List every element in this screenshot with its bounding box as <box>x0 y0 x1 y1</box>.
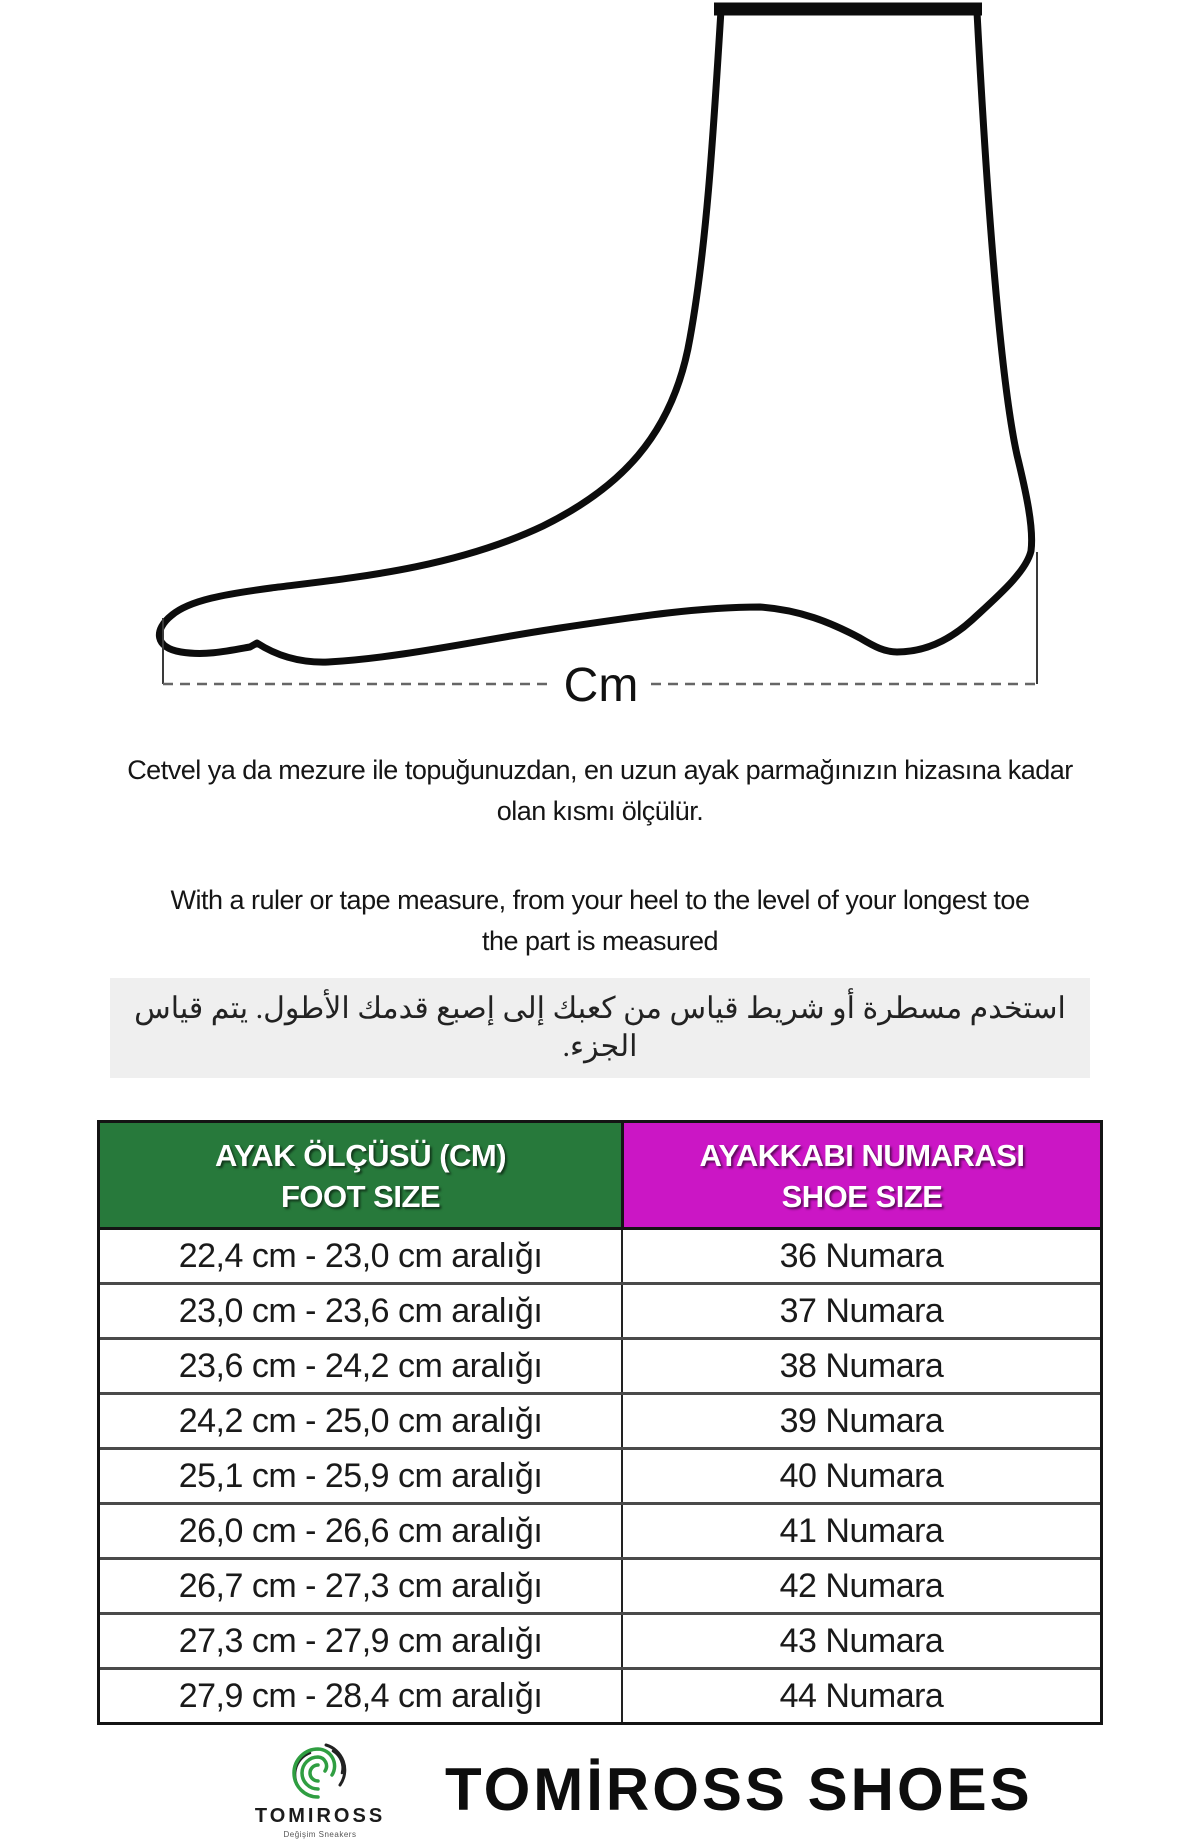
foot-size-cell: 25,1 cm - 25,9 cm aralığı <box>178 1457 543 1495</box>
foot-size-header-line1: AYAK ÖLÇÜSÜ (CM) <box>214 1138 507 1173</box>
table-row <box>100 1392 1100 1447</box>
shoe-size-header-line2: SHOE SIZE <box>781 1179 943 1214</box>
table-row <box>100 1557 1100 1612</box>
shoe-size-cell: 36 Numara <box>621 1230 1100 1282</box>
logo-wordmark: TOMIROSS <box>254 1805 386 1827</box>
shoe-size-header-line1: AYAKKABI NUMARASI <box>699 1138 1025 1173</box>
foot-size-header <box>100 1123 621 1227</box>
foot-size-cell: 26,7 cm - 27,3 cm aralığı <box>178 1567 543 1605</box>
logo-tagline: Değişim Sneakers <box>283 1830 357 1839</box>
table-row <box>100 1337 1100 1392</box>
shoe-size-cell: 37 Numara <box>621 1285 1100 1337</box>
foot-size-cell: 23,6 cm - 24,2 cm aralığı <box>178 1347 543 1385</box>
table-row <box>100 1282 1100 1337</box>
instruction-turkish-line1: Cetvel ya da mezure ile topuğunuzdan, en uzun ayak parmağınızın hizasına kadar <box>127 755 1073 785</box>
instruction-turkish-line2: olan kısmı ölçülür. <box>496 796 704 826</box>
table-row <box>100 1502 1100 1557</box>
size-table-header-row <box>100 1123 1100 1227</box>
instruction-english <box>0 880 1200 962</box>
cm-label: Cm <box>563 659 639 710</box>
instruction-english-line1: With a ruler or tape measure, from your heel to the level of your longest toe <box>170 885 1030 915</box>
shoe-size-cell: 41 Numara <box>621 1505 1100 1557</box>
shoe-size-cell: 42 Numara <box>621 1560 1100 1612</box>
shoe-size-cell: 39 Numara <box>621 1395 1100 1447</box>
foot-size-cell: 22,4 cm - 23,0 cm aralığı <box>178 1237 543 1275</box>
tomiross-logo <box>250 1739 390 1839</box>
foot-size-cell: 27,3 cm - 27,9 cm aralığı <box>178 1622 543 1660</box>
foot-outline-drawing <box>0 0 1200 710</box>
shoe-size-cell: 38 Numara <box>621 1340 1100 1392</box>
foot-size-cell: 23,0 cm - 23,6 cm aralığı <box>178 1292 543 1330</box>
brand-title: TOMİROSS SHOES <box>445 1756 1033 1823</box>
shoe-size-table <box>97 1120 1103 1725</box>
foot-outline-path <box>159 10 1031 662</box>
tomiross-leaf-logo-icon <box>288 1739 352 1803</box>
instruction-turkish <box>0 750 1200 832</box>
brand-footer <box>0 1739 1200 1839</box>
foot-size-cell: 26,0 cm - 26,6 cm aralığı <box>178 1512 543 1550</box>
table-row <box>100 1447 1100 1502</box>
foot-measurement-figure <box>0 0 1200 710</box>
shoe-size-cell: 44 Numara <box>621 1670 1100 1722</box>
foot-size-cell: 24,2 cm - 25,0 cm aralığı <box>178 1402 543 1440</box>
table-row <box>100 1667 1100 1722</box>
shoe-size-cell: 40 Numara <box>621 1450 1100 1502</box>
instruction-english-line2: the part is measured <box>481 926 719 956</box>
table-row <box>100 1612 1100 1667</box>
foot-size-cell: 27,9 cm - 28,4 cm aralığı <box>178 1677 543 1715</box>
shoe-size-header <box>621 1123 1100 1227</box>
foot-size-header-line2: FOOT SIZE <box>280 1179 441 1214</box>
instruction-arabic: استخدم مسطرة أو شريط قياس من كعبك إلى إصبع قدمك الأطول. يتم قياس الجزء. <box>110 978 1090 1078</box>
shoe-size-cell: 43 Numara <box>621 1615 1100 1667</box>
size-table-body <box>100 1227 1100 1722</box>
table-row <box>100 1230 1100 1282</box>
